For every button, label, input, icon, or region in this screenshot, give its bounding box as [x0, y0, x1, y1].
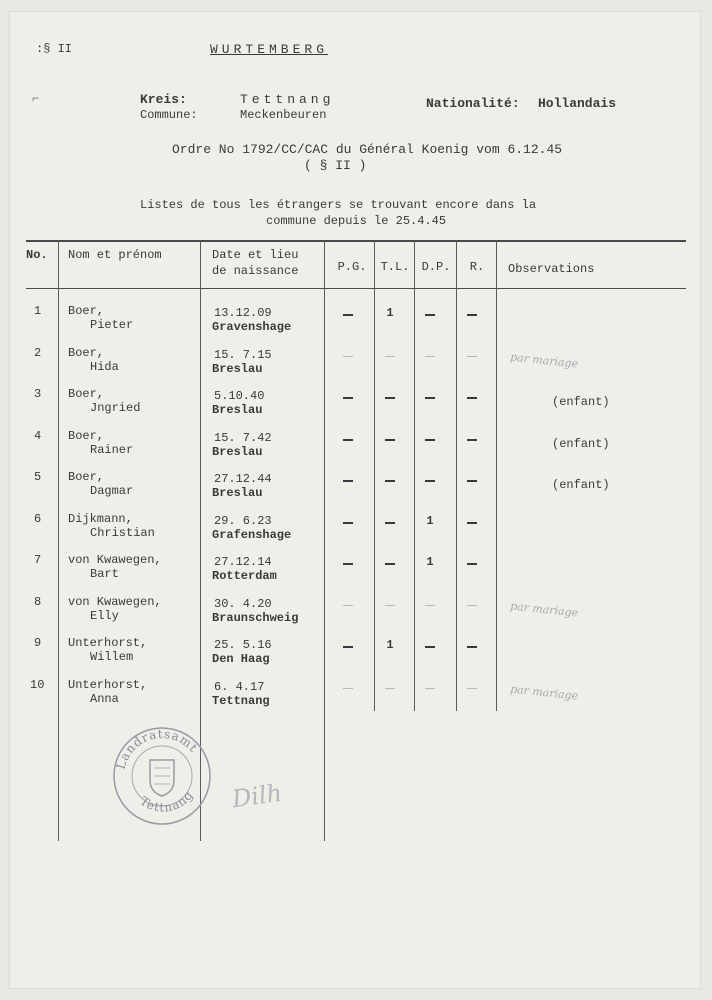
row-pg-dash: [343, 688, 353, 689]
row-r-dash: [467, 605, 477, 606]
col-divider-date: [324, 241, 325, 841]
row-pg-dash: [343, 439, 353, 441]
row-birth-place: Breslau: [212, 486, 263, 500]
svg-text:Landratsamt: [114, 727, 201, 771]
row-dp-dash: [425, 605, 435, 606]
row-number: 5: [34, 470, 42, 484]
row-birth-date: 30. 4.20: [214, 597, 272, 611]
row-observation: (enfant): [552, 437, 610, 451]
col-divider-pg: [374, 241, 375, 711]
landratsamt-stamp: [110, 724, 214, 828]
row-birth-place: Breslau: [212, 445, 263, 459]
row-pg-dash: [343, 563, 353, 565]
col-header-dp: D.P.: [421, 260, 451, 274]
ordre-section: ( § II ): [304, 158, 367, 173]
row-r-dash: [467, 356, 477, 357]
row-given-name: Bart: [90, 567, 119, 581]
col-divider-dp: [456, 241, 457, 711]
row-birth-place: Breslau: [212, 403, 263, 417]
commune-label: Commune:: [140, 108, 198, 122]
row-dp-dash: [425, 439, 435, 441]
row-dp-dash: [425, 688, 435, 689]
row-given-name: Dagmar: [90, 484, 134, 498]
row-r-dash: [467, 314, 477, 316]
row-tl-dash: [385, 605, 395, 606]
section-mark: :§ II: [36, 42, 73, 56]
ordre-line: Ordre No 1792/CC/CAC du Général Koenig vom 6.12.45: [172, 142, 563, 157]
row-pg-dash: [343, 314, 353, 316]
row-given-name: Willem: [90, 650, 134, 664]
row-dp-value: 1: [426, 514, 434, 528]
margin-mark: ⌐: [32, 92, 40, 106]
row-birth-place: Braunschweig: [212, 611, 299, 625]
row-given-name: Hida: [90, 360, 119, 374]
nationalite-label: Nationalité:: [426, 96, 520, 111]
row-birth-date: 25. 5.16: [214, 638, 272, 652]
row-birth-place: Breslau: [212, 362, 263, 376]
row-tl-dash: [385, 439, 395, 441]
row-given-name: Anna: [90, 692, 119, 706]
row-pg-dash: [343, 605, 353, 606]
row-number: 7: [34, 553, 42, 567]
row-number: 10: [30, 678, 45, 692]
row-birth-date: 5.10.40: [214, 389, 265, 403]
row-surname: Boer,: [68, 304, 105, 318]
row-given-name: Elly: [90, 609, 119, 623]
row-surname: Dijkmann,: [68, 512, 133, 526]
kreis-value: Tettnang: [240, 92, 335, 107]
col-divider-tl: [414, 241, 415, 711]
row-surname: Boer,: [68, 346, 105, 360]
table-header-rule: [26, 288, 686, 289]
row-number: 1: [34, 304, 42, 318]
row-pg-dash: [343, 480, 353, 482]
row-observation: (enfant): [552, 395, 610, 409]
svg-text:Tettnang: [137, 788, 196, 815]
row-birth-date: 13.12.09: [214, 306, 272, 320]
row-birth-place: Den Haag: [212, 652, 270, 666]
row-tl-dash: [385, 397, 395, 399]
row-tl-value: 1: [386, 306, 394, 320]
row-r-dash: [467, 522, 477, 524]
col-header-observations: Observations: [508, 262, 595, 276]
row-birth-date: 15. 7.15: [214, 348, 272, 362]
row-pg-dash: [343, 356, 353, 357]
row-observation-handwritten: par mariage: [509, 599, 579, 620]
row-surname: Unterhorst,: [68, 678, 148, 692]
row-r-dash: [467, 646, 477, 648]
signature: Dilh: [230, 778, 284, 814]
row-pg-dash: [343, 522, 353, 524]
commune-value: Meckenbeuren: [240, 108, 327, 122]
row-surname: von Kwawegen,: [68, 553, 162, 567]
row-number: 6: [34, 512, 42, 526]
row-birth-date: 29. 6.23: [214, 514, 272, 528]
row-surname: Boer,: [68, 470, 105, 484]
row-dp-dash: [425, 397, 435, 399]
document-page: [10, 12, 700, 988]
row-birth-place: Tettnang: [212, 694, 270, 708]
row-r-dash: [467, 439, 477, 441]
row-tl-dash: [385, 480, 395, 482]
liste-line-1: Listes de tous les étrangers se trouvant encore dans la: [140, 198, 537, 212]
row-given-name: Pieter: [90, 318, 134, 332]
col-header-date-1: Date et lieu: [212, 248, 299, 262]
row-tl-dash: [385, 356, 395, 357]
row-r-dash: [467, 563, 477, 565]
row-dp-dash: [425, 356, 435, 357]
row-number: 3: [34, 387, 42, 401]
col-divider-no: [58, 241, 59, 841]
row-number: 9: [34, 636, 42, 650]
row-tl-value: 1: [386, 638, 394, 652]
row-surname: Boer,: [68, 387, 105, 401]
row-tl-dash: [385, 522, 395, 524]
row-given-name: Christian: [90, 526, 155, 540]
row-birth-place: Grafenshage: [212, 528, 292, 542]
row-r-dash: [467, 480, 477, 482]
row-birth-place: Gravenshage: [212, 320, 292, 334]
col-header-no: No.: [26, 248, 48, 262]
state-title: WURTEMBERG: [210, 42, 329, 57]
row-dp-value: 1: [426, 555, 434, 569]
row-dp-dash: [425, 314, 435, 316]
row-observation-handwritten: par mariage: [509, 350, 579, 371]
row-surname: Boer,: [68, 429, 105, 443]
row-given-name: Jngried: [90, 401, 141, 415]
liste-line-2: commune depuis le 25.4.45: [266, 214, 447, 228]
row-given-name: Rainer: [90, 443, 134, 457]
row-birth-date: 15. 7.42: [214, 431, 272, 445]
row-dp-dash: [425, 646, 435, 648]
row-tl-dash: [385, 688, 395, 689]
row-number: 4: [34, 429, 42, 443]
row-r-dash: [467, 688, 477, 689]
row-surname: von Kwawegen,: [68, 595, 162, 609]
row-number: 2: [34, 346, 42, 360]
row-birth-date: 6. 4.17: [214, 680, 265, 694]
col-header-date-2: de naissance: [212, 264, 299, 278]
row-birth-date: 27.12.44: [214, 472, 272, 486]
row-tl-dash: [385, 563, 395, 565]
row-birth-place: Rotterdam: [212, 569, 277, 583]
col-header-pg: P.G.: [337, 260, 367, 274]
table-top-rule: [26, 240, 686, 242]
row-dp-dash: [425, 480, 435, 482]
stamp-bottom-text: Tettnang: [137, 787, 197, 815]
row-number: 8: [34, 595, 42, 609]
col-header-r: R.: [469, 260, 485, 274]
row-pg-dash: [343, 646, 353, 648]
row-pg-dash: [343, 397, 353, 399]
nationalite-value: Hollandais: [538, 96, 617, 111]
col-header-tl: T.L.: [380, 260, 410, 274]
row-birth-date: 27.12.14: [214, 555, 272, 569]
row-observation: (enfant): [552, 478, 610, 492]
kreis-label: Kreis:: [140, 92, 187, 107]
row-observation-handwritten: par mariage: [509, 682, 579, 703]
stamp-top-text: Landratsamt: [113, 726, 201, 771]
row-surname: Unterhorst,: [68, 636, 148, 650]
col-divider-r: [496, 241, 497, 711]
row-r-dash: [467, 397, 477, 399]
col-header-nom: Nom et prénom: [68, 248, 162, 262]
